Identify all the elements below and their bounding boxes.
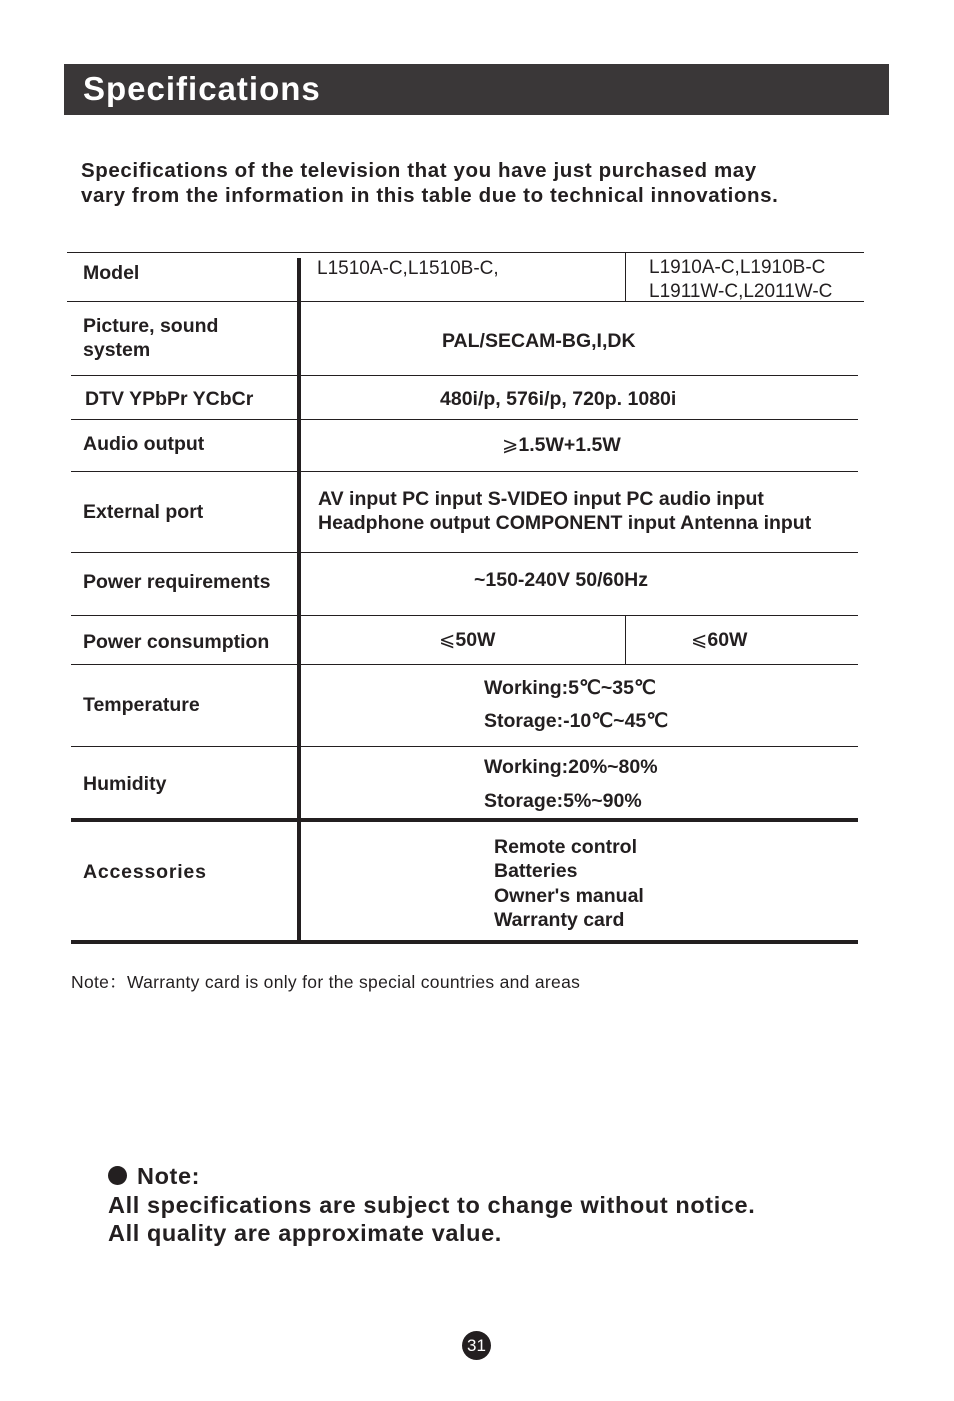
page-title: Specifications [83, 70, 321, 107]
label-model: Model [83, 262, 140, 284]
table-subcolumn-divider [625, 615, 626, 664]
picture-sound-value: PAL/SECAM-BG,I,DK [442, 330, 636, 352]
label-audio-output: Audio output [83, 433, 205, 455]
note-line-2: All quality are approximate value. [108, 1220, 502, 1246]
accessory-item: Owner's manual [494, 885, 644, 907]
accessory-item: Remote control [494, 836, 638, 858]
dtv-value: 480i/p, 576i/p, 720p. 1080i [440, 388, 677, 410]
power-requirements-value: ~150-240V 50/60Hz [474, 569, 649, 591]
table-rule [71, 419, 858, 420]
note-block [108, 1162, 755, 1248]
model-value-2-line-1: L1910A-C,L1910B-C [649, 257, 826, 278]
accessory-item: Batteries [494, 860, 578, 882]
table-rule-top [67, 252, 864, 253]
label-humidity: Humidity [83, 773, 167, 795]
table-rule [71, 471, 858, 472]
audio-value [502, 433, 621, 457]
label-external-port: External port [83, 501, 204, 523]
audio-value-text: 1.5W+1.5W [518, 434, 621, 456]
power-consumption-text-2: 60W [707, 629, 748, 651]
label-temperature: Temperature [83, 694, 200, 716]
title-bar [64, 64, 889, 115]
note-heading: Note: [137, 1163, 201, 1189]
table-rule [71, 746, 858, 747]
page-number: 31 [462, 1331, 491, 1360]
greater-equal-symbol: ⩾ [502, 433, 519, 456]
table-rule-thick [71, 818, 858, 822]
temperature-working: Working:5℃~35℃ [484, 677, 656, 699]
accessory-item: Warranty card [494, 909, 625, 931]
humidity-storage: Storage:5%~90% [484, 790, 642, 812]
less-equal-symbol: ⩽ [691, 628, 708, 651]
label-accessories: Accessories [83, 861, 207, 883]
table-rule [71, 552, 858, 553]
label-dtv: DTV YPbPr YCbCr [85, 388, 254, 410]
label-picture-sound-line-2: system [83, 339, 151, 361]
label-picture-sound-system [83, 314, 218, 362]
note-heading-row [108, 1162, 755, 1191]
table-rule-bottom [71, 940, 858, 944]
model-value-1: L1510A-C,L1510B-C, [317, 258, 499, 279]
less-equal-symbol: ⩽ [439, 628, 456, 651]
model-value-2-line-2: L1911W-C,L2011W-C [649, 281, 833, 302]
power-consumption-value-2 [691, 628, 747, 652]
intro-line-2: vary from the information in this table due to technical innovations. [81, 184, 779, 207]
table-rule [71, 375, 858, 376]
table-rule [71, 664, 858, 665]
table-subcolumn-divider [625, 252, 626, 301]
intro-line-1: Specifications of the television that you have just purchased may [81, 159, 757, 182]
table-column-divider [297, 258, 301, 941]
table-rule [71, 615, 858, 616]
intro-text [81, 158, 778, 208]
external-port-line-2: Headphone output COMPONENT input Antenna input [318, 512, 812, 534]
label-power-requirements: Power requirements [83, 571, 271, 593]
external-port-line-1: AV input PC input S-VIDEO input PC audio input [318, 488, 764, 510]
table-note: Note：Warranty card is only for the special countries and areas [71, 972, 581, 992]
bullet-icon [108, 1166, 127, 1185]
power-consumption-text-1: 50W [455, 629, 496, 651]
humidity-working: Working:20%~80% [484, 756, 658, 778]
label-power-consumption: Power consumption [83, 631, 270, 653]
power-consumption-value-1 [439, 628, 495, 652]
label-picture-sound-line-1: Picture, sound [83, 315, 219, 337]
temperature-storage: Storage:-10℃~45℃ [484, 710, 669, 732]
note-line-1: All specifications are subject to change without notice. [108, 1191, 756, 1218]
